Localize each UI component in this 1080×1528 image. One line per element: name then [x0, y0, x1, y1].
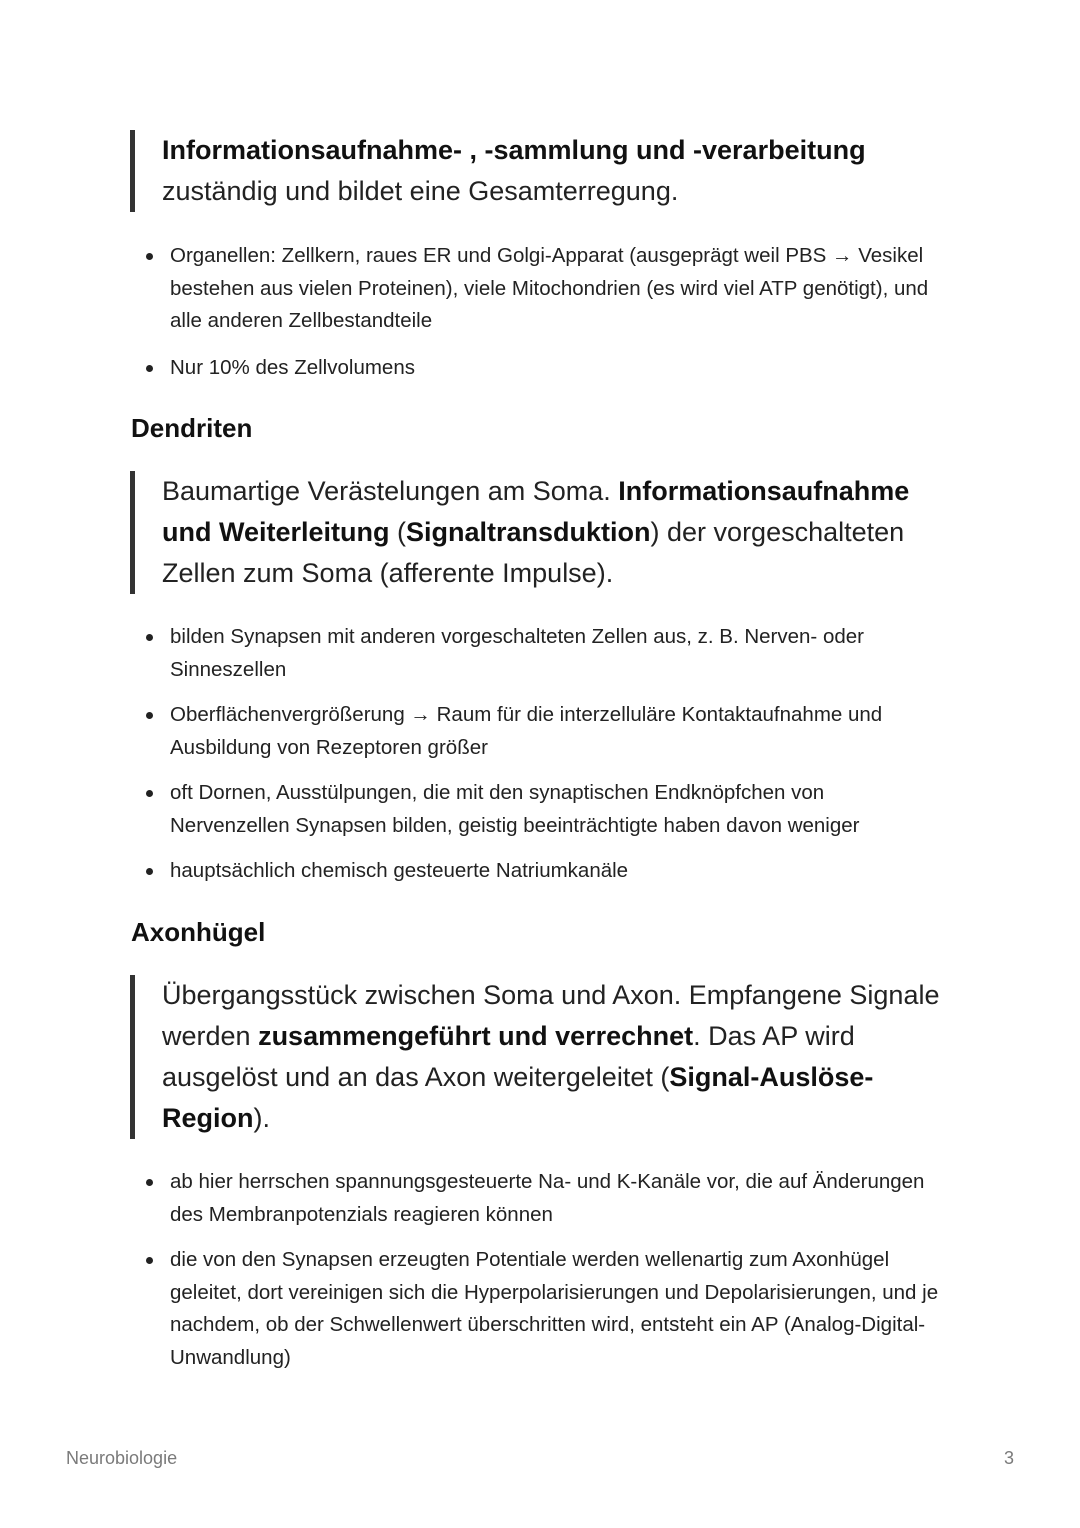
page-number: 3: [1003, 1448, 1014, 1468]
list-item: ab hier herrschen spannungsgesteuerte Na- und K-Kanäle vor, die auf Änderungen des Membranpotenzials reagieren können: [0, 1166, 940, 1231]
quote-text: zuständig und bildet eine Gesamterregung.: [162, 176, 679, 206]
list-item: bilden Synapsen mit anderen vorgeschalteten Zellen aus, z. B. Nerven- oder Sinneszellen: [0, 621, 940, 686]
list-item: Oberflächenvergrößerung → Raum für die interzelluläre Kontaktaufnahme und Ausbildung von Rezeptoren größer: [0, 699, 940, 764]
list-item: oft Dornen, Ausstülpungen, die mit den synaptischen Endknöpfchen von Nervenzellen Synapsen bilden, geistig beeinträchtigte haben davon weniger: [0, 777, 940, 842]
section-heading-axonhuegel: Axonhügel: [131, 917, 266, 947]
footer-title: Neurobiologie: [66, 1448, 178, 1468]
bullet-dot: [146, 868, 153, 875]
quote-block-dendriten: Baumartige Verästelungen am Soma. Informationsaufnahme und Weiterleitung (Signaltransduktion) der vorgeschalteten Zellen zum Soma (afferente Impulse).: [130, 471, 962, 594]
bullet-dot: [146, 712, 153, 719]
bullet-dot: [146, 1179, 153, 1186]
quote-bold-text: Informationsaufnahme- , -sammlung und -verarbeitung: [162, 135, 866, 165]
quote-block-soma: [130, 130, 962, 212]
bullet-list-axonhuegel: [0, 1166, 1080, 1374]
bullet-dot: [146, 634, 153, 641]
list-item: hauptsächlich chemisch gesteuerte Natriumkanäle: [0, 855, 940, 888]
bullet-list-soma: [0, 240, 1080, 384]
list-item: Organellen: Zellkern, raues ER und Golgi-Apparat (ausgeprägt weil PBS → Vesikel bestehen aus vielen Proteinen), viele Mitochondrien (es wird viel ATP genötigt), und alle anderen Zellbestandteile: [0, 240, 940, 338]
list-item: Nur 10% des Zellvolumens: [0, 352, 940, 385]
bullet-dot: [146, 790, 153, 797]
bullet-dot: [146, 1257, 153, 1264]
quote-block-axonhuegel: Übergangsstück zwischen Soma und Axon. Empfangene Signale werden zusammengeführt und verrechnet. Das AP wird ausgelöst und an das Axon weitergeleitet (Signal-Auslöse-Region).: [130, 975, 962, 1139]
bullet-list-dendriten: [0, 621, 1080, 888]
bullet-dot: [146, 253, 153, 260]
list-item: die von den Synapsen erzeugten Potentiale werden wellenartig zum Axonhügel geleitet, dort vereinigen sich die Hyperpolarisierungen und Depolarisierungen, und je nachdem, ob der Schwellenwert überschritten wird, entsteht ein AP (Analog-Digital-Unwandlung): [0, 1244, 940, 1374]
bullet-dot: [146, 365, 153, 372]
section-heading-dendriten: Dendriten: [131, 413, 253, 443]
